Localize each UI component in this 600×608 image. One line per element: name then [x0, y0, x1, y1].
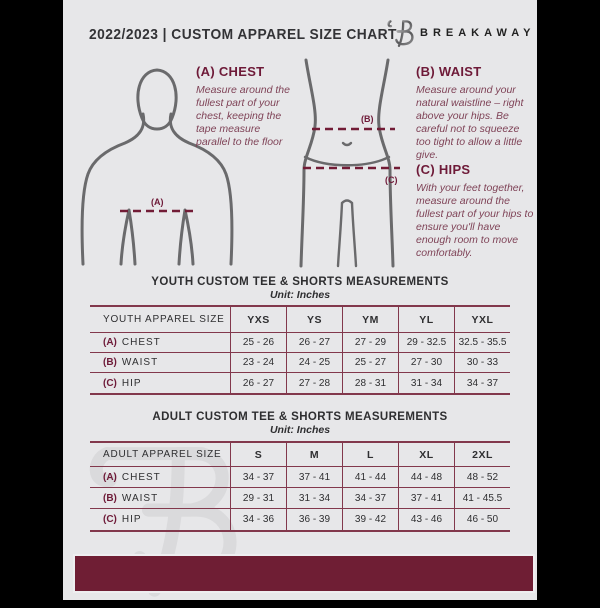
youth-size-table — [90, 305, 510, 395]
adult-chest-row-label — [90, 467, 230, 488]
adult-size-col-m: M — [286, 443, 342, 467]
size-chart-page — [63, 0, 537, 600]
adult-hip-value: 34 - 36 — [230, 509, 286, 530]
adult-chest-value: 41 - 44 — [342, 467, 398, 488]
adult-size-table — [90, 441, 510, 532]
youth-waist-value: 24 - 25 — [286, 353, 342, 373]
chest-instructions: Measure around the fullest part of your chest, keeping the tape measure parallel to the floor — [196, 84, 290, 148]
adult-waist-value: 41 - 45.5 — [454, 488, 510, 509]
navel-mark — [343, 143, 351, 145]
adult-waist-value: 29 - 31 — [230, 488, 286, 509]
adult-waist-value: 31 - 34 — [286, 488, 342, 509]
youth-hip-value: 34 - 37 — [454, 373, 510, 393]
adult-waist-value: 34 - 37 — [342, 488, 398, 509]
hips-instructions: With your feet together, measure around the fullest part of your hips to ensure you'll have enough room to move comfortably. — [416, 182, 534, 259]
row-name: HIP — [121, 377, 142, 389]
footer-accent-bar — [73, 554, 535, 593]
adult-section-title: ADULT CUSTOM TEE & SHORTS MEASUREMENTS — [152, 411, 448, 423]
youth-size-col-yxs: YXS — [230, 307, 286, 333]
adult-waist-value: 37 - 41 — [398, 488, 454, 509]
youth-hip-value: 26 - 27 — [230, 373, 286, 393]
hips-heading: (C) HIPS — [416, 162, 471, 177]
youth-hip-value: 28 - 31 — [342, 373, 398, 393]
adult-hip-value: 46 - 50 — [454, 509, 510, 530]
youth-hip-value: 31 - 34 — [398, 373, 454, 393]
hip-marker-label: (C) — [385, 175, 398, 185]
hips-figure — [293, 58, 413, 270]
youth-chest-row-label — [90, 333, 230, 353]
right-hip-leg — [379, 60, 393, 266]
waistband-curve — [305, 157, 389, 165]
youth-waist-value: 25 - 27 — [342, 353, 398, 373]
youth-waist-value: 27 - 30 — [398, 353, 454, 373]
adult-hip-row-label — [90, 509, 230, 530]
row-letter: (B) — [103, 357, 117, 368]
adult-unit-label: Unit: Inches — [269, 424, 331, 436]
row-name: HIP — [121, 514, 142, 525]
row-letter: (A) — [103, 471, 117, 483]
youth-hip-row-label — [90, 373, 230, 393]
youth-waist-value: 23 - 24 — [230, 353, 286, 373]
waist-instructions: Measure around your natural waistline – right above your hips. Be careful not to squeeze too tight to allow a little give. — [416, 84, 524, 161]
adult-size-col-2xl: 2XL — [454, 443, 510, 467]
youth-table-corner-header: YOUTH APPAREL SIZE — [90, 307, 230, 333]
adult-waist-row-label — [90, 488, 230, 509]
row-name: WAIST — [121, 492, 159, 504]
row-letter: (A) — [103, 337, 117, 348]
waist-marker-label: (B) — [361, 114, 374, 124]
youth-waist-row-label — [90, 353, 230, 373]
youth-size-col-ym: YM — [342, 307, 398, 333]
adult-chest-value: 44 - 48 — [398, 467, 454, 488]
youth-waist-value: 30 - 33 — [454, 353, 510, 373]
youth-hip-value: 27 - 28 — [286, 373, 342, 393]
adult-chest-value: 34 - 37 — [230, 467, 286, 488]
adult-size-col-xl: XL — [398, 443, 454, 467]
youth-chest-value: 27 - 29 — [342, 333, 398, 353]
adult-size-col-l: L — [342, 443, 398, 467]
youth-size-col-yxl: YXL — [454, 307, 510, 333]
right-armpit — [179, 210, 193, 264]
page-title: 2022/2023 | CUSTOM APPAREL SIZE CHART — [89, 26, 397, 43]
youth-chest-value: 32.5 - 35.5 — [454, 333, 510, 353]
chest-heading: (A) CHEST — [196, 64, 265, 79]
adult-size-col-s: S — [230, 443, 286, 467]
youth-chest-value: 26 - 27 — [286, 333, 342, 353]
row-letter: (C) — [103, 377, 117, 389]
youth-section-title: YOUTH CUSTOM TEE & SHORTS MEASUREMENTS — [151, 276, 449, 288]
breakaway-b-monogram-icon — [385, 15, 415, 49]
row-name: CHEST — [121, 337, 161, 348]
adult-chest-value: 48 - 52 — [454, 467, 510, 488]
row-name: WAIST — [121, 357, 159, 368]
left-hip-leg — [301, 60, 315, 266]
adult-hip-value: 39 - 42 — [342, 509, 398, 530]
row-letter: (C) — [103, 514, 117, 525]
inner-legs — [338, 201, 356, 267]
adult-hip-value: 36 - 39 — [286, 509, 342, 530]
youth-size-col-yl: YL — [398, 307, 454, 333]
adult-table-corner-header: ADULT APPAREL SIZE — [90, 443, 230, 467]
left-armpit — [121, 210, 135, 264]
youth-size-col-ys: YS — [286, 307, 342, 333]
youth-unit-label: Unit: Inches — [269, 289, 331, 301]
youth-chest-value: 29 - 32.5 — [398, 333, 454, 353]
adult-chest-value: 37 - 41 — [286, 467, 342, 488]
row-letter: (B) — [103, 492, 117, 504]
youth-chest-value: 25 - 26 — [230, 333, 286, 353]
row-name: CHEST — [121, 471, 161, 483]
adult-hip-value: 43 - 46 — [398, 509, 454, 530]
brand-name: BREAKAWAY — [420, 27, 536, 39]
chest-marker-label: (A) — [151, 197, 164, 207]
waist-heading: (B) WAIST — [416, 64, 482, 79]
